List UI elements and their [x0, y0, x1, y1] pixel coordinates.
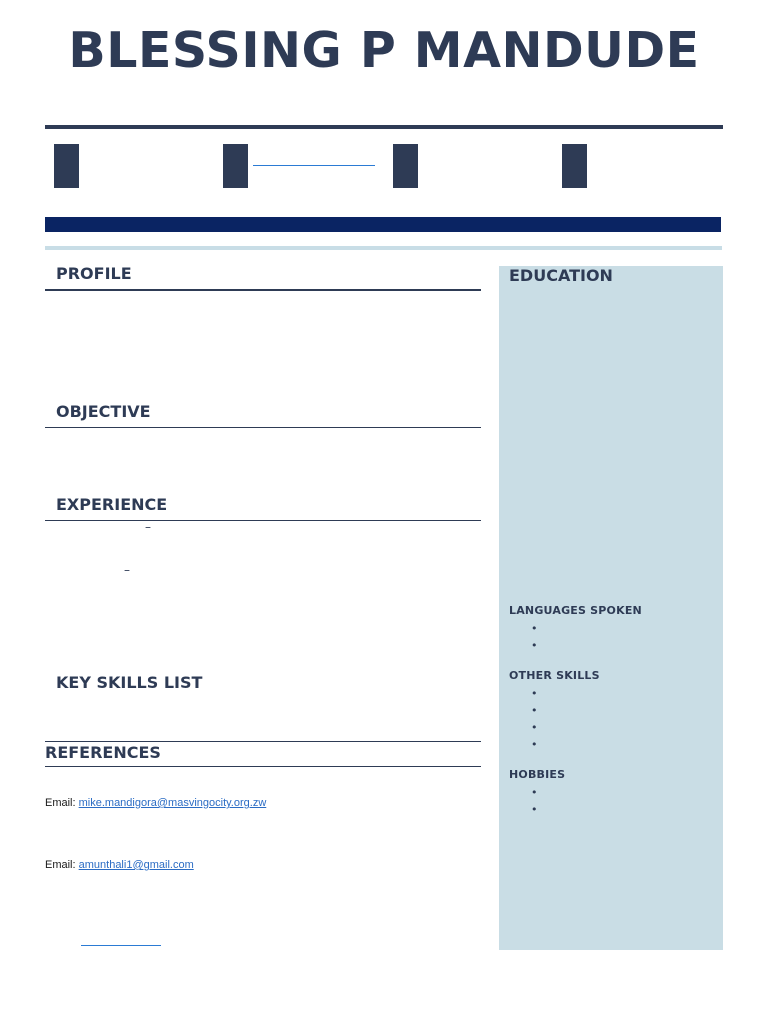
list-bullet: • [531, 786, 538, 799]
reference-email-2 [45, 859, 194, 871]
experience-date-dash: – [145, 520, 151, 534]
email-icon [223, 144, 248, 188]
profile-rule [45, 289, 481, 291]
reference-email-1 [45, 797, 266, 809]
experience-heading: EXPERIENCE [56, 495, 168, 514]
education-heading: EDUCATION [509, 266, 613, 285]
references-top-rule [45, 741, 481, 742]
list-bullet: • [531, 639, 538, 652]
references-heading: REFERENCES [45, 743, 161, 762]
email-label: Email: [45, 797, 79, 809]
references-rule [45, 766, 481, 767]
address-icon [54, 144, 79, 188]
reference-email-link[interactable]: amunthali1@gmail.com [78, 859, 194, 871]
sidebar [499, 266, 723, 950]
list-bullet: • [531, 622, 538, 635]
key-skills-heading: KEY SKILLS LIST [56, 673, 203, 692]
email-link[interactable] [253, 165, 375, 166]
reference-link[interactable] [81, 945, 161, 946]
objective-rule [45, 427, 481, 428]
resume-name: BLESSING P MANDUDE [68, 22, 700, 79]
header-band-dark [45, 217, 721, 232]
list-bullet: • [531, 721, 538, 734]
list-bullet: • [531, 687, 538, 700]
header-band-light [45, 246, 722, 250]
experience-rule [45, 520, 481, 521]
profile-heading: PROFILE [56, 264, 132, 283]
objective-heading: OBJECTIVE [56, 402, 151, 421]
list-bullet: • [531, 704, 538, 717]
hobbies-heading: HOBBIES [509, 768, 566, 781]
list-bullet: • [531, 738, 538, 751]
header-rule [45, 125, 723, 129]
reference-email-link[interactable]: mike.mandigora@masvingocity.org.zw [78, 797, 267, 809]
list-bullet: • [531, 803, 538, 816]
phone-icon [393, 144, 418, 188]
other-skills-heading: OTHER SKILLS [509, 669, 600, 682]
email-label: Email: [45, 859, 79, 871]
experience-date-dash: – [124, 563, 130, 577]
website-icon [562, 144, 587, 188]
languages-heading: LANGUAGES SPOKEN [509, 604, 642, 617]
